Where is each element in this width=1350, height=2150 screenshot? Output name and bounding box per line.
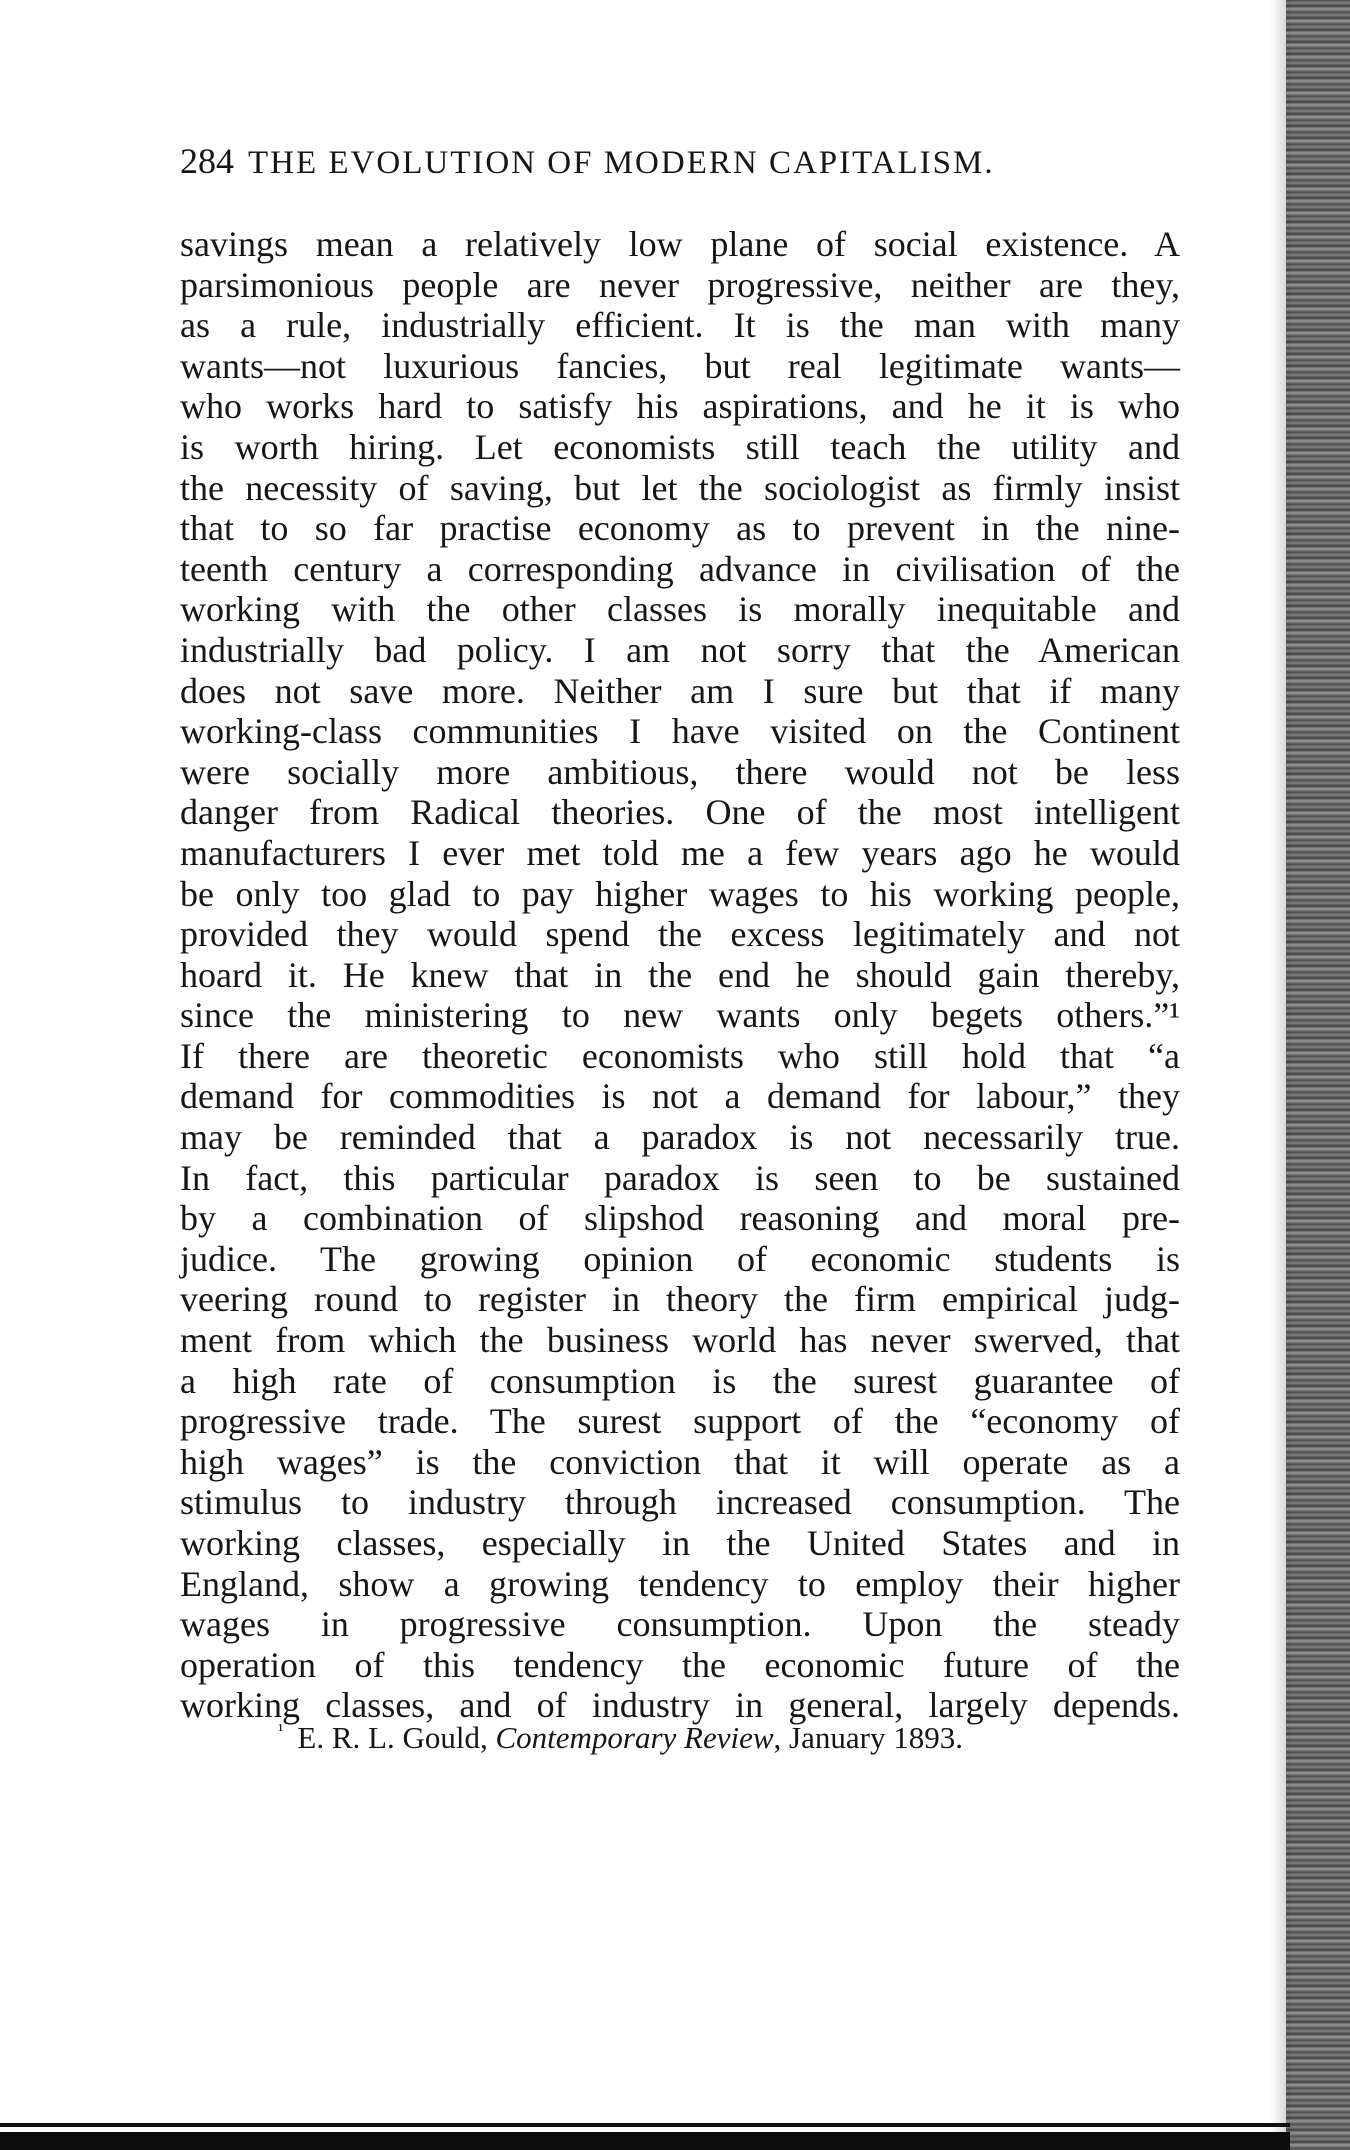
text-line: by a combination of slipshod reasoning and moral pre- <box>180 1198 1180 1239</box>
running-head <box>180 140 1190 190</box>
text-line: savings mean a relatively low plane of social existence. A <box>180 224 1180 264</box>
text-line: In fact, this particular paradox is seen to be sustained <box>180 1157 1180 1198</box>
text-line: If there are theoretic economists who still hold that “a <box>180 1035 1180 1076</box>
text-line: may be reminded that a paradox is not necessarily true. <box>180 1117 1180 1158</box>
text-line: a high rate of consumption is the surest guarantee of <box>180 1360 1180 1401</box>
footnote-author: E. R. L. Gould, <box>297 1720 488 1755</box>
text-line: were socially more ambitious, there would not be less <box>180 751 1180 792</box>
footnote <box>278 1720 1158 1756</box>
text-line: working classes, and of industry in general, largely depends. <box>180 1685 1180 1726</box>
bottom-scan-band <box>0 2132 1290 2150</box>
text-line: since the ministering to new wants only begets others.”¹ <box>180 995 1180 1036</box>
text-line: veering round to register in theory the firm empirical judg- <box>180 1279 1180 1320</box>
text-line: does not save more. Neither am I sure but that if many <box>180 670 1180 711</box>
footnote-date: , January 1893. <box>773 1720 963 1755</box>
text-line: working with the other classes is morally inequitable and <box>180 589 1180 630</box>
text-line: teenth century a corresponding advance in civilisation of the <box>180 548 1180 589</box>
text-line: danger from Radical theories. One of the most intelligent <box>180 792 1180 833</box>
footnote-marker: ¹ <box>278 1720 284 1740</box>
book-binding-edge <box>1286 0 1350 2150</box>
bottom-rule <box>0 2123 1290 2127</box>
text-line: operation of this tendency the economic future of the <box>180 1644 1180 1685</box>
text-line: ment from which the business world has never swerved, that <box>180 1320 1180 1361</box>
page-number: 284 <box>180 141 234 181</box>
text-line: wages in progressive consumption. Upon the steady <box>180 1604 1180 1645</box>
text-line: be only too glad to pay higher wages to his working people, <box>180 873 1180 914</box>
text-line: England, show a growing tendency to employ their higher <box>180 1563 1180 1604</box>
text-line: progressive trade. The surest support of the “economy of <box>180 1401 1180 1442</box>
text-line: working-class communities I have visited on the Continent <box>180 711 1180 752</box>
text-line: provided they would spend the excess legitimately and not <box>180 914 1180 955</box>
text-line: judice. The growing opinion of economic students is <box>180 1238 1180 1279</box>
text-line: hoard it. He knew that in the end he should gain thereby, <box>180 954 1180 995</box>
body-text <box>180 224 1180 1726</box>
text-line: the necessity of saving, but let the sociologist as firmly insist <box>180 467 1180 508</box>
footnote-source: Contemporary Review <box>495 1720 774 1755</box>
text-line: high wages” is the conviction that it will operate as a <box>180 1441 1180 1482</box>
text-line: is worth hiring. Let economists still teach the utility and <box>180 426 1180 467</box>
text-line: stimulus to industry through increased consumption. The <box>180 1482 1180 1523</box>
text-line: that to so far practise economy as to prevent in the nine- <box>180 508 1180 549</box>
text-line: parsimonious people are never progressive, neither are they, <box>180 264 1180 305</box>
text-line: manufacturers I ever met told me a few years ago he would <box>180 832 1180 873</box>
text-line: as a rule, industrially efficient. It is the man with many <box>180 305 1180 346</box>
running-title: THE EVOLUTION OF MODERN CAPITALISM. <box>248 145 995 181</box>
text-line: industrially bad policy. I am not sorry that the American <box>180 629 1180 670</box>
text-line: working classes, especially in the United States and in <box>180 1523 1180 1563</box>
text-line: who works hard to satisfy his aspirations, and he it is who <box>180 386 1180 427</box>
text-line: demand for commodities is not a demand for labour,” they <box>180 1076 1180 1117</box>
text-line: wants—not luxurious fancies, but real legitimate wants— <box>180 345 1180 386</box>
